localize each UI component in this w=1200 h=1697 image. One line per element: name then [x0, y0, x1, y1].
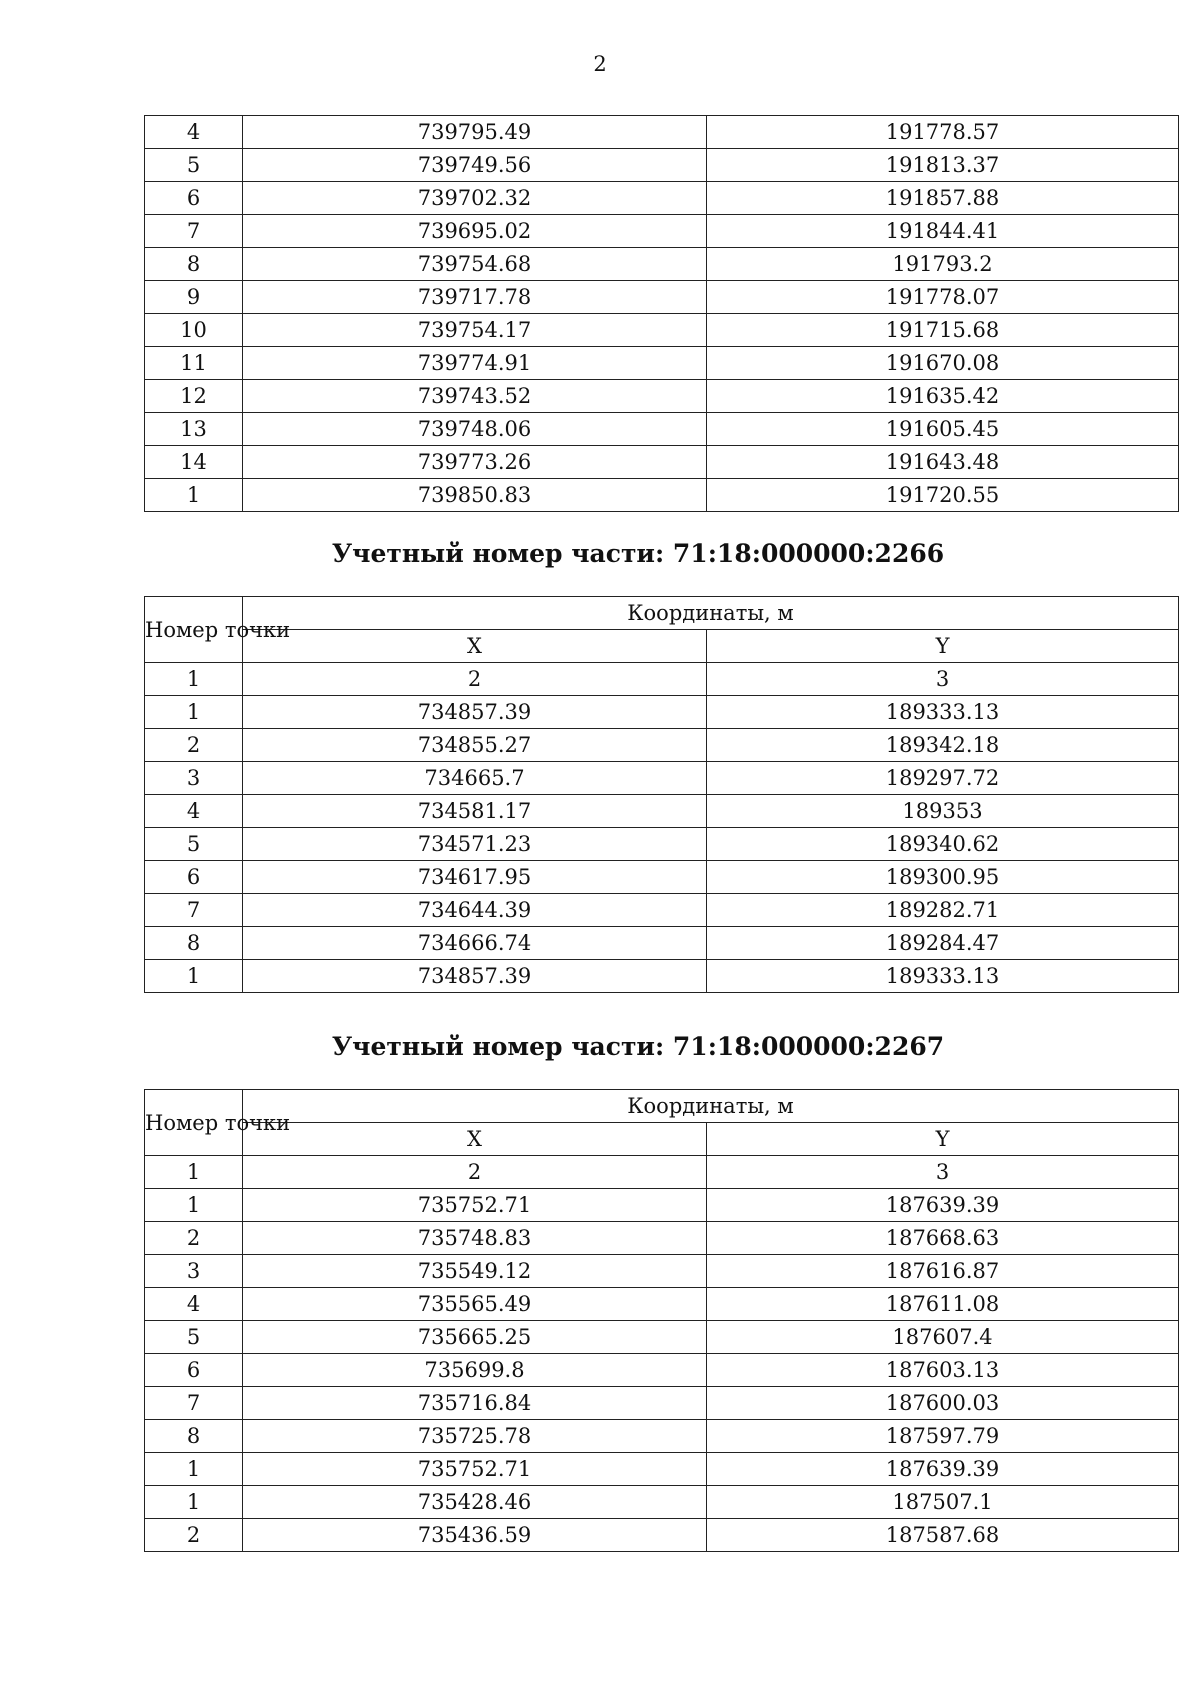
x-coordinate-cell: 739749.56: [243, 149, 707, 182]
table-row: [145, 1255, 1179, 1288]
table-row: [145, 446, 1179, 479]
point-number-cell: 4: [145, 795, 243, 828]
table-header-row: [145, 630, 1179, 663]
point-number-cell: 11: [145, 347, 243, 380]
point-number-cell: 9: [145, 281, 243, 314]
x-coordinate-cell: 735549.12: [243, 1255, 707, 1288]
x-coordinate-cell: 735699.8: [243, 1354, 707, 1387]
x-coordinate-cell: 735748.83: [243, 1222, 707, 1255]
y-coordinate-cell: 191643.48: [707, 446, 1179, 479]
x-coordinate-cell: 739748.06: [243, 413, 707, 446]
table-row: [145, 960, 1179, 993]
y-coordinate-cell: 187597.79: [707, 1420, 1179, 1453]
column-number-row: [145, 663, 1179, 696]
column-number: 2: [243, 663, 707, 696]
point-number-cell: 3: [145, 762, 243, 795]
table-row: [145, 479, 1179, 512]
table-row: [145, 1387, 1179, 1420]
y-coordinate-cell: 191720.55: [707, 479, 1179, 512]
point-number-cell: 4: [145, 116, 243, 149]
column-number: 3: [707, 1156, 1179, 1189]
x-coordinate-cell: 734665.7: [243, 762, 707, 795]
x-coordinate-cell: 735716.84: [243, 1387, 707, 1420]
x-coordinate-cell: 735752.71: [243, 1189, 707, 1222]
table-row: [145, 1486, 1179, 1519]
table-row: [145, 1288, 1179, 1321]
column-number: 1: [145, 663, 243, 696]
y-coordinate-cell: 189340.62: [707, 828, 1179, 861]
x-coordinate-cell: 734857.39: [243, 960, 707, 993]
point-number-cell: 1: [145, 479, 243, 512]
x-coordinate-cell: 735428.46: [243, 1486, 707, 1519]
page-number: 2: [593, 52, 607, 76]
y-coordinate-cell: 191635.42: [707, 380, 1179, 413]
table-row: [145, 314, 1179, 347]
y-coordinate-cell: 189300.95: [707, 861, 1179, 894]
table-header-row: [145, 597, 1179, 630]
table-row: [145, 413, 1179, 446]
point-number-cell: 5: [145, 1321, 243, 1354]
point-number-cell: 10: [145, 314, 243, 347]
point-number-cell: 5: [145, 828, 243, 861]
table-row: [145, 347, 1179, 380]
x-coordinate-cell: 739743.52: [243, 380, 707, 413]
point-number-cell: 7: [145, 1387, 243, 1420]
y-coordinate-cell: 187639.39: [707, 1453, 1179, 1486]
point-number-cell: 13: [145, 413, 243, 446]
point-number-cell: 6: [145, 861, 243, 894]
y-header: Y: [707, 630, 1179, 663]
x-coordinate-cell: 739695.02: [243, 215, 707, 248]
table-row: [145, 248, 1179, 281]
table-row: [145, 215, 1179, 248]
coordinates-table-2267: [144, 1089, 1179, 1552]
x-coordinate-cell: 735725.78: [243, 1420, 707, 1453]
y-coordinate-cell: 191605.45: [707, 413, 1179, 446]
y-coordinate-cell: 189284.47: [707, 927, 1179, 960]
table-row: [145, 1519, 1179, 1552]
table-row: [145, 729, 1179, 762]
point-number-cell: 12: [145, 380, 243, 413]
point-number-cell: 8: [145, 248, 243, 281]
table-row: [145, 828, 1179, 861]
y-coordinate-cell: 187600.03: [707, 1387, 1179, 1420]
point-number-cell: 2: [145, 1222, 243, 1255]
x-coordinate-cell: 739717.78: [243, 281, 707, 314]
y-coordinate-cell: 191793.2: [707, 248, 1179, 281]
x-coordinate-cell: 734617.95: [243, 861, 707, 894]
section-heading-2266: Учетный номер части: 71:18:000000:2266: [331, 539, 945, 568]
y-coordinate-cell: 191857.88: [707, 182, 1179, 215]
column-number-row: [145, 1156, 1179, 1189]
y-coordinate-cell: 191778.07: [707, 281, 1179, 314]
x-coordinate-cell: 735665.25: [243, 1321, 707, 1354]
table-row: [145, 281, 1179, 314]
table-row: [145, 1189, 1179, 1222]
coordinates-header: Координаты, м: [243, 597, 1179, 630]
table-row: [145, 149, 1179, 182]
x-coordinate-cell: 739702.32: [243, 182, 707, 215]
x-coordinate-cell: 739773.26: [243, 446, 707, 479]
x-coordinate-cell: 734855.27: [243, 729, 707, 762]
coordinates-table-2266: [144, 596, 1179, 993]
y-coordinate-cell: 187668.63: [707, 1222, 1179, 1255]
point-number-header: Номер точки: [145, 597, 243, 663]
column-number: 1: [145, 1156, 243, 1189]
point-number-cell: 1: [145, 960, 243, 993]
y-coordinate-cell: 189333.13: [707, 960, 1179, 993]
x-coordinate-cell: 739754.17: [243, 314, 707, 347]
y-coordinate-cell: 187507.1: [707, 1486, 1179, 1519]
point-number-cell: 6: [145, 182, 243, 215]
table-row: [145, 927, 1179, 960]
table-row: [145, 762, 1179, 795]
y-coordinate-cell: 187611.08: [707, 1288, 1179, 1321]
table-row: [145, 795, 1179, 828]
point-number-header: Номер точки: [145, 1090, 243, 1156]
coordinates-table-continued: [144, 115, 1179, 512]
table-body: [145, 696, 1179, 993]
point-number-cell: 7: [145, 215, 243, 248]
point-number-cell: 1: [145, 1453, 243, 1486]
point-number-cell: 5: [145, 149, 243, 182]
table-row: [145, 1321, 1179, 1354]
y-coordinate-cell: 189297.72: [707, 762, 1179, 795]
x-coordinate-cell: 735436.59: [243, 1519, 707, 1552]
table-row: [145, 182, 1179, 215]
y-coordinate-cell: 191715.68: [707, 314, 1179, 347]
point-number-cell: 8: [145, 927, 243, 960]
x-header: X: [243, 1123, 707, 1156]
column-number: 2: [243, 1156, 707, 1189]
section-heading-2267: Учетный номер части: 71:18:000000:2267: [331, 1032, 945, 1061]
point-number-cell: 1: [145, 696, 243, 729]
y-coordinate-cell: 191670.08: [707, 347, 1179, 380]
x-coordinate-cell: 734857.39: [243, 696, 707, 729]
x-coordinate-cell: 739774.91: [243, 347, 707, 380]
point-number-cell: 14: [145, 446, 243, 479]
y-coordinate-cell: 187603.13: [707, 1354, 1179, 1387]
x-coordinate-cell: 734581.17: [243, 795, 707, 828]
point-number-cell: 3: [145, 1255, 243, 1288]
x-header: X: [243, 630, 707, 663]
y-coordinate-cell: 187587.68: [707, 1519, 1179, 1552]
point-number-cell: 7: [145, 894, 243, 927]
column-number: 3: [707, 663, 1179, 696]
y-header: Y: [707, 1123, 1179, 1156]
x-coordinate-cell: 739850.83: [243, 479, 707, 512]
x-coordinate-cell: 734644.39: [243, 894, 707, 927]
x-coordinate-cell: 735752.71: [243, 1453, 707, 1486]
x-coordinate-cell: 739795.49: [243, 116, 707, 149]
y-coordinate-cell: 189342.18: [707, 729, 1179, 762]
y-coordinate-cell: 189333.13: [707, 696, 1179, 729]
coordinates-header: Координаты, м: [243, 1090, 1179, 1123]
x-coordinate-cell: 735565.49: [243, 1288, 707, 1321]
table-body: [145, 116, 1179, 512]
y-coordinate-cell: 189353: [707, 795, 1179, 828]
point-number-cell: 6: [145, 1354, 243, 1387]
y-coordinate-cell: 187607.4: [707, 1321, 1179, 1354]
y-coordinate-cell: 187616.87: [707, 1255, 1179, 1288]
point-number-cell: 1: [145, 1189, 243, 1222]
y-coordinate-cell: 187639.39: [707, 1189, 1179, 1222]
table-row: [145, 1453, 1179, 1486]
x-coordinate-cell: 734666.74: [243, 927, 707, 960]
point-number-cell: 2: [145, 729, 243, 762]
point-number-cell: 1: [145, 1486, 243, 1519]
x-coordinate-cell: 734571.23: [243, 828, 707, 861]
table-row: [145, 1420, 1179, 1453]
table-header-row: [145, 1090, 1179, 1123]
x-coordinate-cell: 739754.68: [243, 248, 707, 281]
point-number-cell: 4: [145, 1288, 243, 1321]
point-number-cell: 8: [145, 1420, 243, 1453]
table-header-row: [145, 1123, 1179, 1156]
table-body: [145, 1189, 1179, 1552]
table-row: [145, 116, 1179, 149]
table-row: [145, 1222, 1179, 1255]
y-coordinate-cell: 191813.37: [707, 149, 1179, 182]
table-row: [145, 894, 1179, 927]
table-row: [145, 380, 1179, 413]
y-coordinate-cell: 189282.71: [707, 894, 1179, 927]
y-coordinate-cell: 191844.41: [707, 215, 1179, 248]
y-coordinate-cell: 191778.57: [707, 116, 1179, 149]
table-row: [145, 861, 1179, 894]
table-row: [145, 1354, 1179, 1387]
point-number-cell: 2: [145, 1519, 243, 1552]
table-row: [145, 696, 1179, 729]
